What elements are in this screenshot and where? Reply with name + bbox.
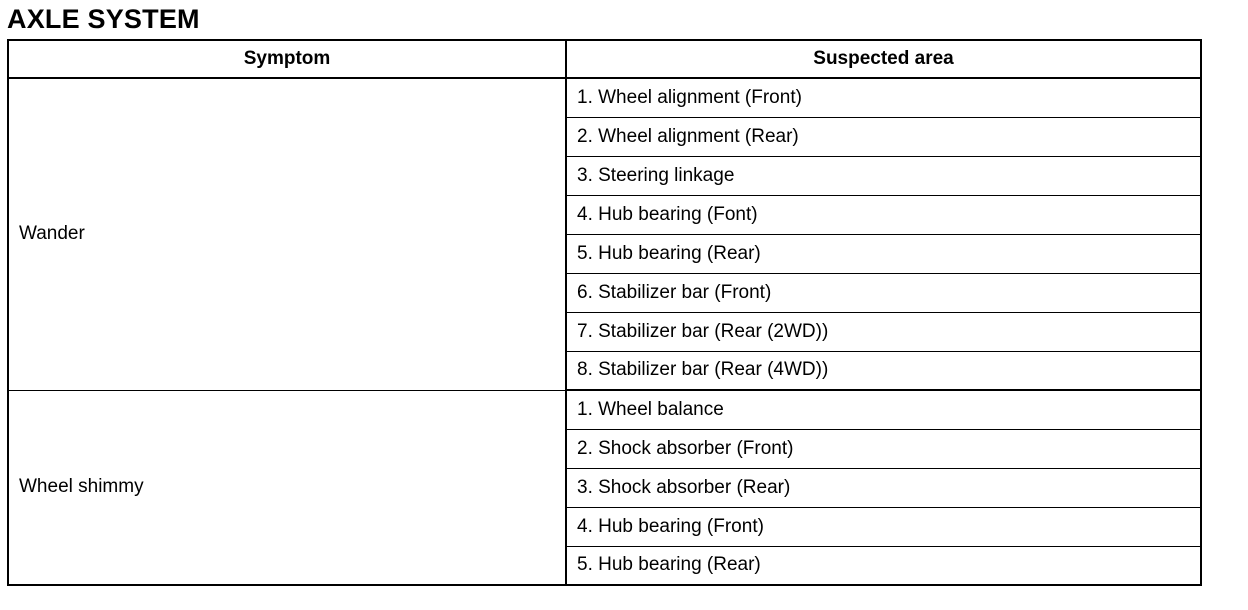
symptom-cell-wander: Wander — [8, 78, 566, 390]
suspected-area-cell: 4. Hub bearing (Front) — [566, 507, 1201, 546]
suspected-area-cell: 5. Hub bearing (Rear) — [566, 546, 1201, 585]
suspected-area-cell: 3. Steering linkage — [566, 156, 1201, 195]
suspected-area-cell: 2. Wheel alignment (Rear) — [566, 117, 1201, 156]
symptom-column-header: Symptom — [8, 40, 566, 78]
suspected-area-cell: 1. Wheel balance — [566, 390, 1201, 429]
suspected-area-cell: 3. Shock absorber (Rear) — [566, 468, 1201, 507]
suspected-area-column-header: Suspected area — [566, 40, 1201, 78]
table-row — [8, 78, 1201, 117]
suspected-area-cell: 2. Shock absorber (Front) — [566, 429, 1201, 468]
suspected-area-cell: 5. Hub bearing (Rear) — [566, 234, 1201, 273]
symptom-cell-wheel-shimmy: Wheel shimmy — [8, 390, 566, 585]
suspected-area-cell: 8. Stabilizer bar (Rear (4WD)) — [566, 351, 1201, 390]
suspected-area-cell: 7. Stabilizer bar (Rear (2WD)) — [566, 312, 1201, 351]
table-header-row — [8, 40, 1201, 78]
symptom-table — [7, 39, 1202, 586]
table-row — [8, 390, 1201, 429]
suspected-area-cell: 6. Stabilizer bar (Front) — [566, 273, 1201, 312]
page-title: AXLE SYSTEM — [7, 4, 200, 34]
suspected-area-cell: 4. Hub bearing (Font) — [566, 195, 1201, 234]
suspected-area-cell: 1. Wheel alignment (Front) — [566, 78, 1201, 117]
